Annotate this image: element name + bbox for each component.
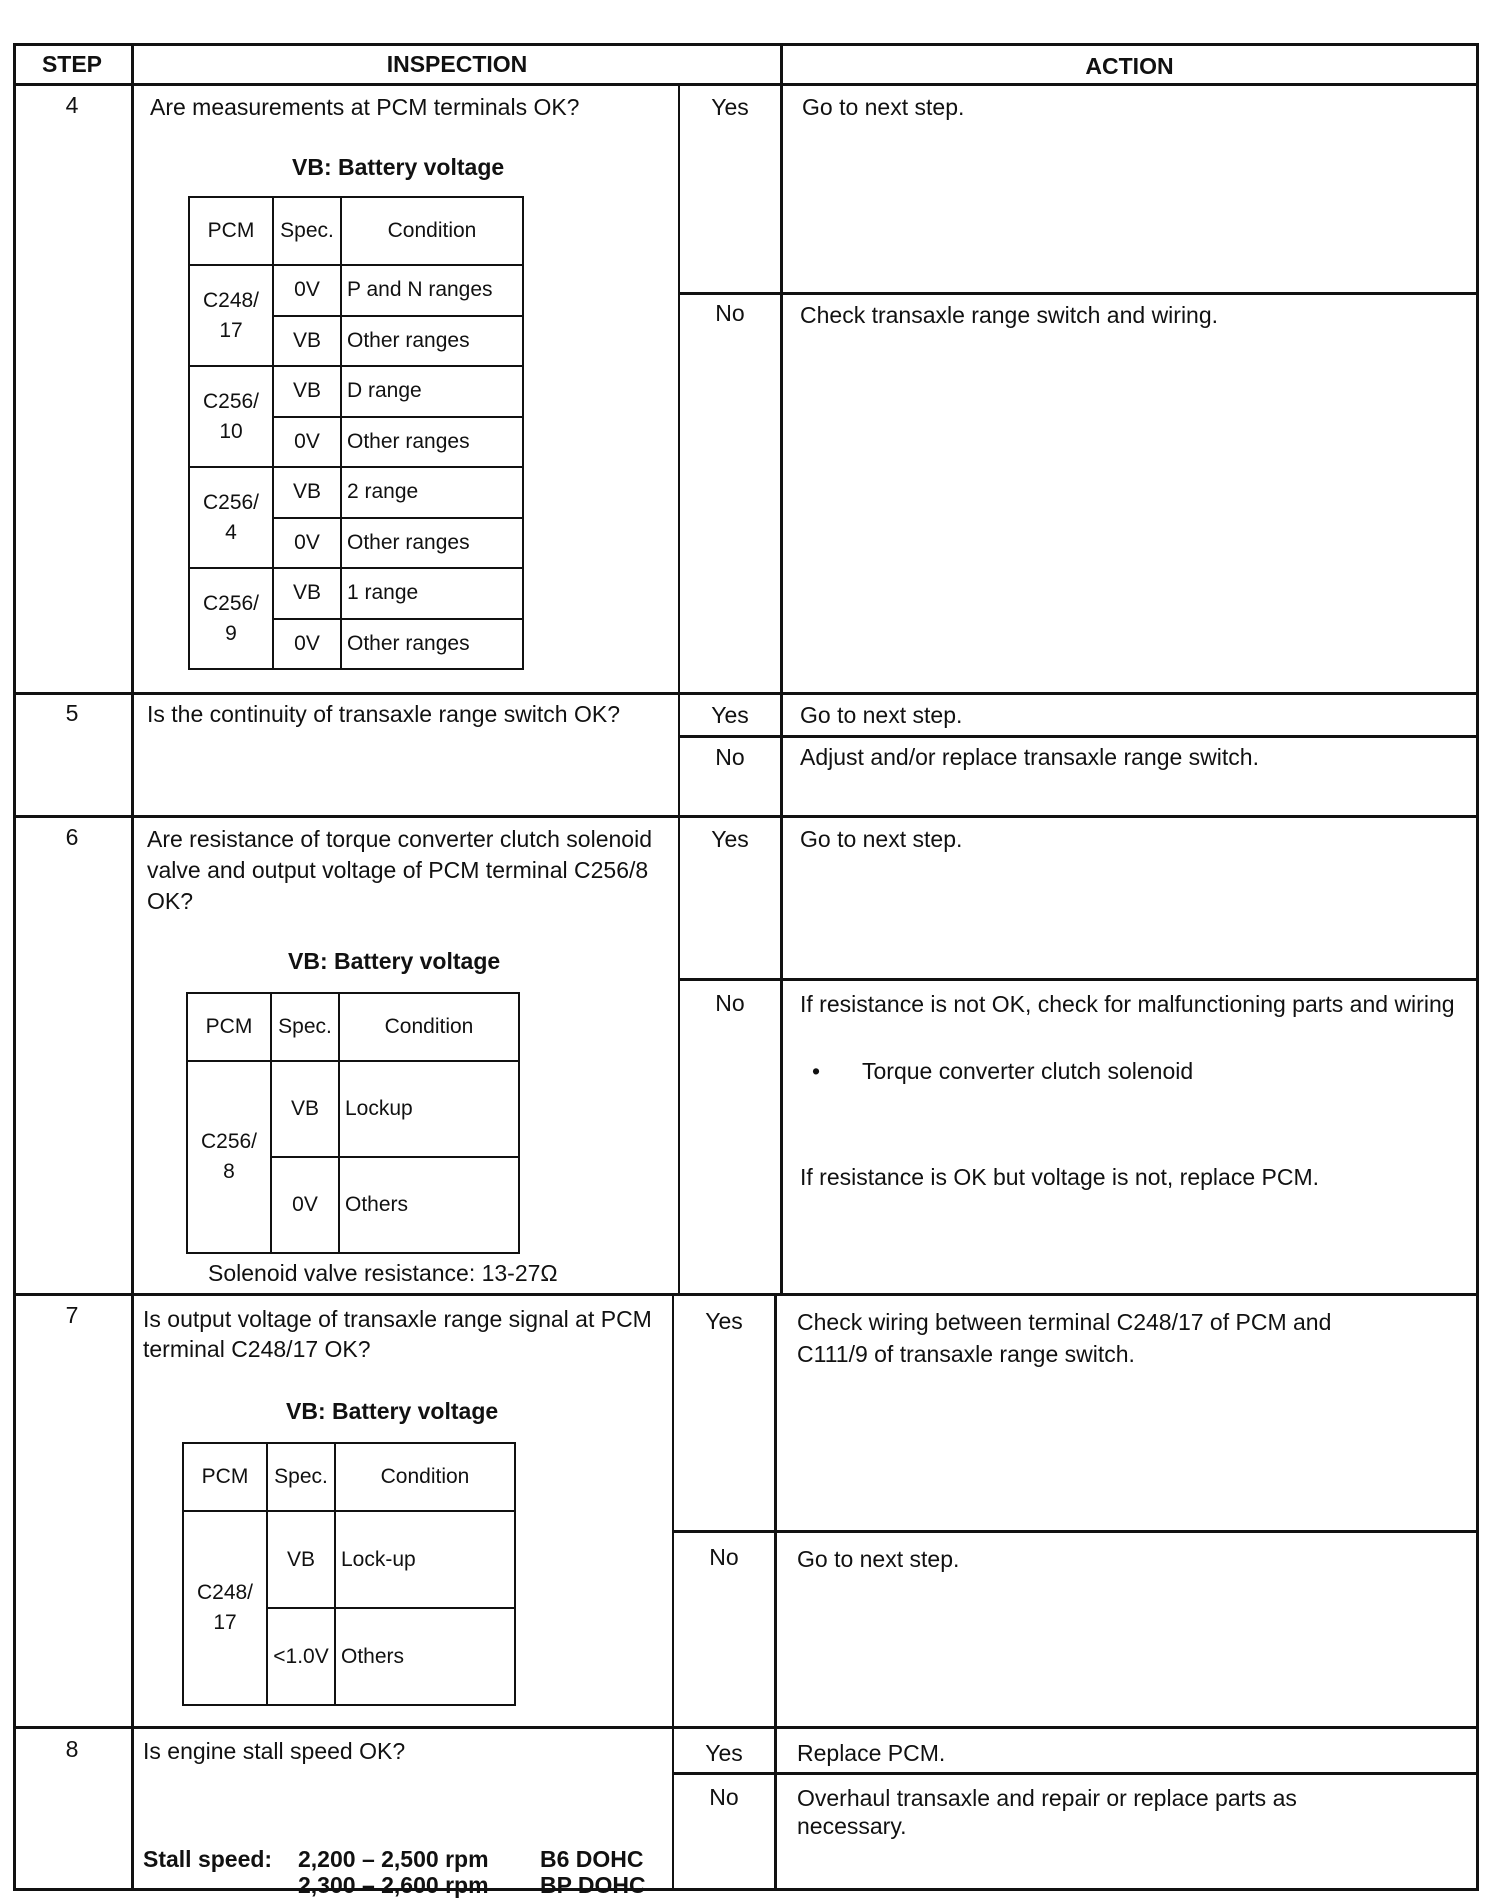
pcm-spec-table (186, 992, 520, 1254)
spec-value: VB (273, 316, 341, 367)
spec-value: VB (271, 1061, 339, 1157)
bullet-icon: • (812, 1058, 821, 1084)
rule-action-col-a (780, 43, 783, 1293)
rule-step4-bottom (13, 692, 1479, 695)
rule-step4-split (678, 292, 1479, 295)
col-pcm: PCM (189, 197, 273, 265)
step-question: Is engine stall speed OK? (143, 1738, 406, 1764)
yes-label: Yes (711, 702, 749, 728)
yes-label: Yes (705, 1740, 743, 1766)
col-spec: Spec. (271, 993, 339, 1061)
rule-step5-split (678, 735, 1479, 738)
col-pcm: PCM (183, 1443, 267, 1511)
step-number: 4 (65, 92, 79, 118)
col-pcm: PCM (187, 993, 271, 1061)
condition-value: 1 range (341, 568, 523, 619)
rule-step6-split (678, 978, 1479, 981)
condition-value: P and N ranges (341, 265, 523, 316)
pcm-terminal: C256/ 9 (189, 568, 273, 669)
condition-value: Others (339, 1157, 519, 1253)
spec-value: 0V (273, 417, 341, 468)
pcm-terminal: C248/ 17 (189, 265, 273, 366)
spec-value: VB (273, 467, 341, 518)
yes-label: Yes (705, 1308, 743, 1334)
header-step: STEP (41, 51, 103, 77)
stall-rpm-1: 2,200 – 2,500 rpm (298, 1846, 489, 1872)
pcm-spec-table (188, 196, 524, 670)
step-number: 5 (65, 700, 79, 726)
rule-right (1476, 43, 1479, 1891)
rule-header-bottom (13, 83, 1479, 86)
pcm-terminal: C256/ 4 (189, 467, 273, 568)
condition-value: Others (335, 1608, 515, 1705)
step-number: 7 (65, 1302, 79, 1328)
rule-step8-split (672, 1772, 1479, 1775)
no-label: No (715, 744, 745, 770)
no-action-2: If resistance is OK but voltage is not, replace PCM. (800, 1164, 1320, 1190)
col-condition: Condition (335, 1443, 515, 1511)
spec-value: 0V (273, 518, 341, 569)
condition-value: Lockup (339, 1061, 519, 1157)
rule-action-col-b (774, 1293, 777, 1891)
col-spec: Spec. (267, 1443, 335, 1511)
condition-value: Other ranges (341, 619, 523, 670)
step-question: Is output voltage of transaxle range signal at PCM terminal C248/17 OK? (143, 1306, 652, 1362)
condition-value: Other ranges (341, 518, 523, 569)
no-label: No (709, 1544, 739, 1570)
no-label: No (715, 300, 745, 326)
no-action-bullet: Torque converter clutch solenoid (862, 1058, 1194, 1084)
condition-value: 2 range (341, 467, 523, 518)
pcm-terminal: C256/ 8 (187, 1061, 271, 1253)
spec-value: 0V (271, 1157, 339, 1253)
step-number: 6 (65, 824, 79, 850)
yes-action: Go to next step. (800, 702, 963, 728)
rule-step-col (131, 43, 134, 1891)
condition-value: Other ranges (341, 417, 523, 468)
rule-yesno-col-a (678, 83, 680, 1293)
no-label: No (715, 990, 745, 1016)
no-action: Go to next step. (797, 1546, 960, 1572)
spec-value: 0V (273, 265, 341, 316)
yes-label: Yes (711, 94, 749, 120)
yes-label: Yes (711, 826, 749, 852)
no-action: Check transaxle range switch and wiring. (800, 302, 1219, 328)
rule-left (13, 43, 16, 1891)
pcm-terminal: C256/ 10 (189, 366, 273, 467)
yes-action: Go to next step. (802, 94, 965, 120)
pcm-terminal: C248/ 17 (183, 1511, 267, 1705)
vb-caption: VB: Battery voltage (286, 1398, 499, 1424)
yes-action: Replace PCM. (797, 1740, 946, 1766)
stall-rpm-2: 2,300 – 2,600 rpm (298, 1872, 489, 1898)
vb-caption: VB: Battery voltage (292, 154, 505, 180)
solenoid-note: Solenoid valve resistance: 13-27Ω (208, 1260, 558, 1286)
rule-step6-bottom (13, 1293, 1479, 1296)
yes-action: Go to next step. (800, 826, 963, 852)
condition-value: Lock-up (335, 1511, 515, 1608)
spec-value: VB (273, 366, 341, 417)
stall-engine-2: BP DOHC (540, 1872, 646, 1898)
rule-step5-bottom (13, 815, 1479, 818)
condition-value: Other ranges (341, 316, 523, 367)
step-number: 8 (65, 1736, 79, 1762)
rule-step7-split (672, 1530, 1479, 1533)
step-question: Is the continuity of transaxle range switch OK? (147, 701, 621, 727)
header-inspection: INSPECTION (386, 51, 528, 77)
col-spec: Spec. (273, 197, 341, 265)
stall-speed-label: Stall speed: (143, 1846, 273, 1872)
condition-value: D range (341, 366, 523, 417)
spec-value: VB (273, 568, 341, 619)
spec-value: VB (267, 1511, 335, 1608)
no-action: If resistance is not OK, check for malfunctioning parts and wiring (800, 991, 1455, 1017)
no-action: Adjust and/or replace transaxle range switch. (800, 744, 1259, 770)
spec-value: <1.0V (267, 1608, 335, 1705)
col-condition: Condition (339, 993, 519, 1061)
spec-value: 0V (273, 619, 341, 670)
rule-bottom (13, 1888, 1479, 1891)
step-question: Are resistance of torque converter clutch solenoid valve and output voltage of PCM terminal C256/8 OK? (147, 826, 652, 914)
no-action: Overhaul transaxle and repair or replace parts as necessary. (797, 1785, 1297, 1839)
col-condition: Condition (341, 197, 523, 265)
stall-engine-1: B6 DOHC (540, 1846, 644, 1872)
vb-caption: VB: Battery voltage (288, 948, 501, 974)
rule-top (13, 43, 1479, 46)
no-label: No (709, 1784, 739, 1810)
rule-step7-bottom (13, 1726, 1479, 1729)
step-question: Are measurements at PCM terminals OK? (150, 94, 580, 120)
pcm-spec-table (182, 1442, 516, 1706)
header-action: ACTION (1085, 53, 1174, 79)
yes-action: Check wiring between terminal C248/17 of PCM and C111/9 of transaxle range switch. (797, 1309, 1332, 1367)
